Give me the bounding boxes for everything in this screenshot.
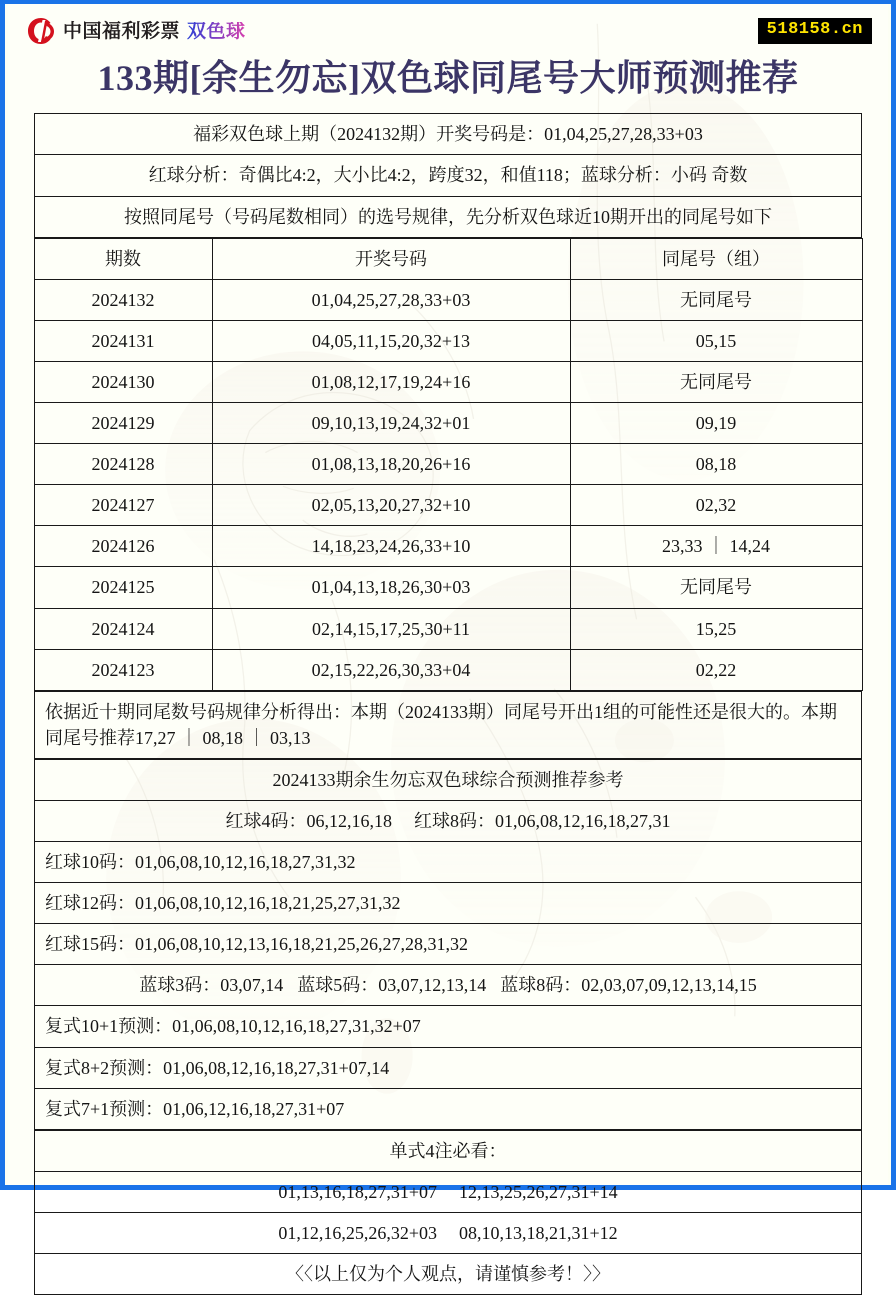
row-numbers: 02,14,15,17,25,30+11 bbox=[212, 608, 570, 649]
disclaimer-text: 〈〈以上仅为个人观点，请谨慎参考！〉〉 bbox=[35, 1254, 862, 1295]
row-numbers: 09,10,13,19,24,32+01 bbox=[212, 403, 570, 444]
row-issue: 2024132 bbox=[34, 279, 212, 320]
brand-block bbox=[26, 16, 246, 46]
single-1b: 12,13,25,26,27,31+14 bbox=[459, 1181, 618, 1202]
singles-row1-cell bbox=[35, 1171, 862, 1212]
page-inner bbox=[5, 4, 891, 1285]
row-tail: 无同尾号 bbox=[570, 279, 862, 320]
row-numbers: 01,04,13,18,26,30+03 bbox=[212, 567, 570, 608]
row-tail: 09,19 bbox=[570, 403, 862, 444]
row-tail: 02,22 bbox=[570, 649, 862, 690]
brand-sub: 双色球 bbox=[187, 20, 246, 42]
intro-table bbox=[34, 113, 862, 237]
history-table bbox=[34, 238, 863, 691]
singles-title-row bbox=[35, 1130, 862, 1171]
fushi10-label: 复式10+1预测： bbox=[45, 1016, 173, 1037]
prediction-row-fushi7 bbox=[35, 1088, 862, 1129]
row-tail: 08,18 bbox=[570, 444, 862, 485]
prediction-row-red15 bbox=[35, 924, 862, 965]
row-issue: 2024123 bbox=[34, 649, 212, 690]
row-numbers: 01,08,13,18,20,26+16 bbox=[212, 444, 570, 485]
row-numbers: 04,05,11,15,20,32+13 bbox=[212, 320, 570, 361]
prediction-row-red10 bbox=[35, 842, 862, 883]
row-issue: 2024127 bbox=[34, 485, 212, 526]
blue8-value: 02,03,07,09,12,13,14,15 bbox=[581, 975, 757, 996]
blue-codes-cell bbox=[35, 965, 862, 1006]
row-tail: 23,33 ｜ 14,24 bbox=[570, 526, 862, 567]
singles-table bbox=[34, 1130, 862, 1295]
singles-row-1 bbox=[35, 1171, 862, 1212]
header-issue: 期数 bbox=[34, 238, 212, 279]
red15-value: 01,06,08,10,12,13,16,18,21,25,26,27,28,31,32 bbox=[135, 934, 468, 955]
row-issue: 2024130 bbox=[34, 361, 212, 402]
intro-row-last-draw bbox=[35, 114, 862, 155]
table-row bbox=[34, 320, 862, 361]
intro-row-rule bbox=[35, 196, 862, 237]
fushi8-value: 01,06,08,12,16,18,27,31+07,14 bbox=[163, 1057, 390, 1078]
table-row bbox=[34, 403, 862, 444]
row-numbers: 02,15,22,26,30,33+04 bbox=[212, 649, 570, 690]
row-issue: 2024128 bbox=[34, 444, 212, 485]
red15-label: 红球15码： bbox=[45, 934, 135, 955]
single-2a: 01,12,16,25,26,32+03 bbox=[278, 1222, 437, 1243]
history-header-row bbox=[34, 238, 862, 279]
row-tail: 无同尾号 bbox=[570, 361, 862, 402]
red10-label: 红球10码： bbox=[45, 852, 135, 873]
table-row bbox=[34, 608, 862, 649]
fushi10-cell bbox=[35, 1006, 862, 1047]
site-domain-chip: 518158.cn bbox=[758, 18, 872, 44]
row-issue: 2024125 bbox=[34, 567, 212, 608]
prediction-title-row bbox=[35, 759, 862, 800]
row-issue: 2024126 bbox=[34, 526, 212, 567]
page-title: 133期[余生勿忘]双色球同尾号大师预测推荐 bbox=[97, 58, 799, 98]
conclusion-text: 依据近十期同尾数号码规律分析得出：本期（2024133期）同尾号开出1组的可能性还是很大的。本期同尾号推荐17,27 ｜ 08,18 ｜ 03,13 bbox=[35, 691, 862, 758]
header-numbers: 开奖号码 bbox=[212, 238, 570, 279]
blue3-value: 03,07,14 bbox=[220, 975, 284, 996]
rule-note-text: 按照同尾号（号码尾数相同）的选号规律，先分析双色球近10期开出的同尾号如下 bbox=[35, 196, 862, 237]
fushi7-label: 复式7+1预测： bbox=[45, 1098, 164, 1119]
site-header bbox=[8, 4, 888, 58]
table-row bbox=[34, 485, 862, 526]
blue5-label: 蓝球5码： bbox=[297, 975, 379, 996]
row-tail: 15,25 bbox=[570, 608, 862, 649]
last-draw-text: 福彩双色球上期（2024132期）开奖号码是：01,04,25,27,28,33+03 bbox=[35, 114, 862, 155]
red4-label: 红球4码： bbox=[225, 810, 307, 831]
blue8-label: 蓝球8码： bbox=[500, 975, 582, 996]
table-row bbox=[34, 444, 862, 485]
row-numbers: 14,18,23,24,26,33+10 bbox=[212, 526, 570, 567]
fushi8-label: 复式8+2预测： bbox=[45, 1057, 164, 1078]
fushi7-cell bbox=[35, 1088, 862, 1129]
table-row bbox=[34, 567, 862, 608]
prediction-row-red12 bbox=[35, 883, 862, 924]
row-numbers: 02,05,13,20,27,32+10 bbox=[212, 485, 570, 526]
fushi10-value: 01,06,08,10,12,16,18,27,31,32+07 bbox=[172, 1016, 421, 1037]
table-row bbox=[34, 361, 862, 402]
row-numbers: 01,08,12,17,19,24+16 bbox=[212, 361, 570, 402]
prediction-title: 2024133期余生勿忘双色球综合预测推荐参考 bbox=[35, 759, 862, 800]
intro-row-analysis bbox=[35, 155, 862, 196]
prediction-row-fushi8 bbox=[35, 1047, 862, 1088]
fushi7-value: 01,06,12,16,18,27,31+07 bbox=[163, 1098, 345, 1119]
table-row bbox=[34, 279, 862, 320]
single-2b: 08,10,13,18,21,31+12 bbox=[459, 1222, 618, 1243]
row-issue: 2024124 bbox=[34, 608, 212, 649]
red12-value: 01,06,08,10,12,16,18,21,25,27,31,32 bbox=[135, 893, 401, 914]
single-1a: 01,13,16,18,27,31+07 bbox=[278, 1181, 437, 1202]
red8-label: 红球8码： bbox=[414, 810, 495, 831]
row-tail: 05,15 bbox=[570, 320, 862, 361]
red10-cell bbox=[35, 842, 862, 883]
disclaimer-row bbox=[35, 1254, 862, 1295]
red12-label: 红球12码： bbox=[45, 893, 135, 914]
blue3-label: 蓝球3码： bbox=[139, 975, 221, 996]
prediction-table bbox=[34, 759, 862, 1130]
blue5-value: 03,07,12,13,14 bbox=[378, 975, 487, 996]
prediction-row-fushi10 bbox=[35, 1006, 862, 1047]
analysis-text: 红球分析：奇偶比4:2，大小比4:2，跨度32，和值118；蓝球分析：小码 奇数 bbox=[35, 155, 862, 196]
china-welfare-lottery-logo-icon bbox=[26, 16, 56, 46]
red4-red8-cell bbox=[35, 800, 862, 841]
brand-name: 中国福利彩票 bbox=[63, 20, 181, 42]
red8-value: 01,06,08,12,16,18,27,31 bbox=[495, 810, 671, 831]
table-row bbox=[34, 526, 862, 567]
row-issue: 2024129 bbox=[34, 403, 212, 444]
red4-value: 06,12,16,18 bbox=[306, 810, 392, 831]
prediction-row-red4-red8 bbox=[35, 800, 862, 841]
prediction-row-blue bbox=[35, 965, 862, 1006]
red10-value: 01,06,08,10,12,16,18,27,31,32 bbox=[135, 852, 356, 873]
singles-row2-cell bbox=[35, 1212, 862, 1253]
singles-title: 单式4注必看： bbox=[35, 1130, 862, 1171]
conclusion-table bbox=[34, 691, 862, 759]
red15-cell bbox=[35, 924, 862, 965]
row-tail: 无同尾号 bbox=[570, 567, 862, 608]
table-row bbox=[34, 649, 862, 690]
header-tail: 同尾号（组） bbox=[570, 238, 862, 279]
row-issue: 2024131 bbox=[34, 320, 212, 361]
row-numbers: 01,04,25,27,28,33+03 bbox=[212, 279, 570, 320]
conclusion-row bbox=[35, 691, 862, 758]
singles-row-2 bbox=[35, 1212, 862, 1253]
red12-cell bbox=[35, 883, 862, 924]
row-tail: 02,32 bbox=[570, 485, 862, 526]
fushi8-cell bbox=[35, 1047, 862, 1088]
